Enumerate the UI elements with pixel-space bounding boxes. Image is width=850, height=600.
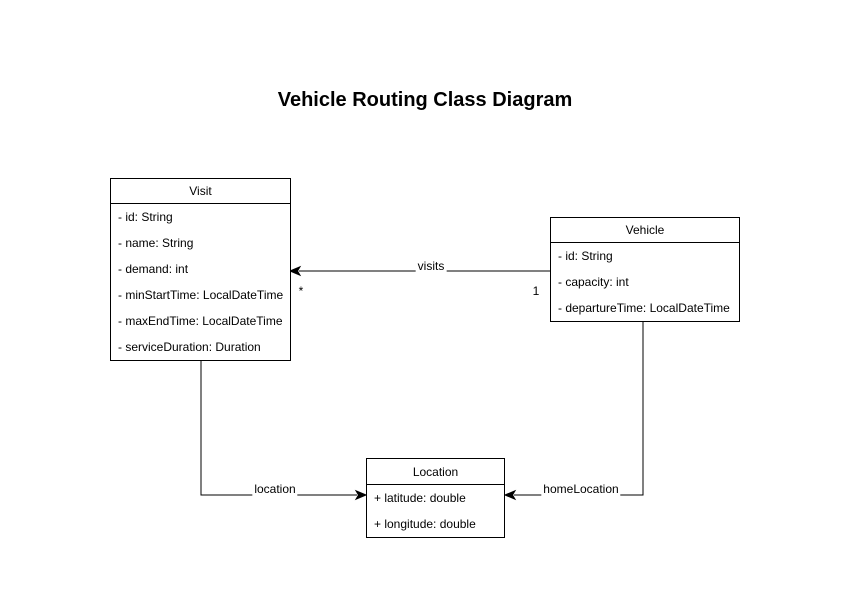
visits-arrowhead-icon (290, 267, 300, 275)
class-attribute: - departureTime: LocalDateTime (558, 301, 730, 315)
multiplicity-visits-source: 1 (532, 284, 540, 298)
edge-label-visits: visits (417, 259, 445, 273)
class-name-visit: Visit (111, 179, 290, 204)
class-attribute: - demand: int (118, 262, 189, 276)
multiplicity-visits-target: * (298, 284, 304, 298)
home-location-arrowhead-icon (505, 491, 515, 499)
home-location-edge-line (514, 320, 643, 495)
class-attribute: - id: String (558, 249, 613, 263)
diagram-title: Vehicle Routing Class Diagram (277, 89, 573, 111)
class-attribute: + longitude: double (374, 517, 476, 531)
location-arrowhead-icon (356, 491, 366, 499)
class-attribute: - serviceDuration: Duration (118, 340, 261, 354)
class-attribute: - minStartTime: LocalDateTime (118, 288, 284, 302)
class-box-vehicle (550, 217, 740, 322)
class-attribute: - id: String (118, 210, 173, 224)
class-attribute: - capacity: int (558, 275, 629, 289)
class-attribute: - name: String (118, 236, 194, 250)
edge-label-location: location (254, 482, 296, 496)
class-box-visit (110, 178, 291, 361)
class-name-vehicle: Vehicle (551, 218, 739, 243)
location-edge-line (201, 360, 357, 495)
class-name-location: Location (367, 459, 504, 485)
class-attribute: + latitude: double (374, 491, 466, 505)
edge-label-home-location: homeLocation (543, 482, 619, 496)
class-box-location (366, 458, 505, 538)
class-attribute: - maxEndTime: LocalDateTime (118, 314, 283, 328)
